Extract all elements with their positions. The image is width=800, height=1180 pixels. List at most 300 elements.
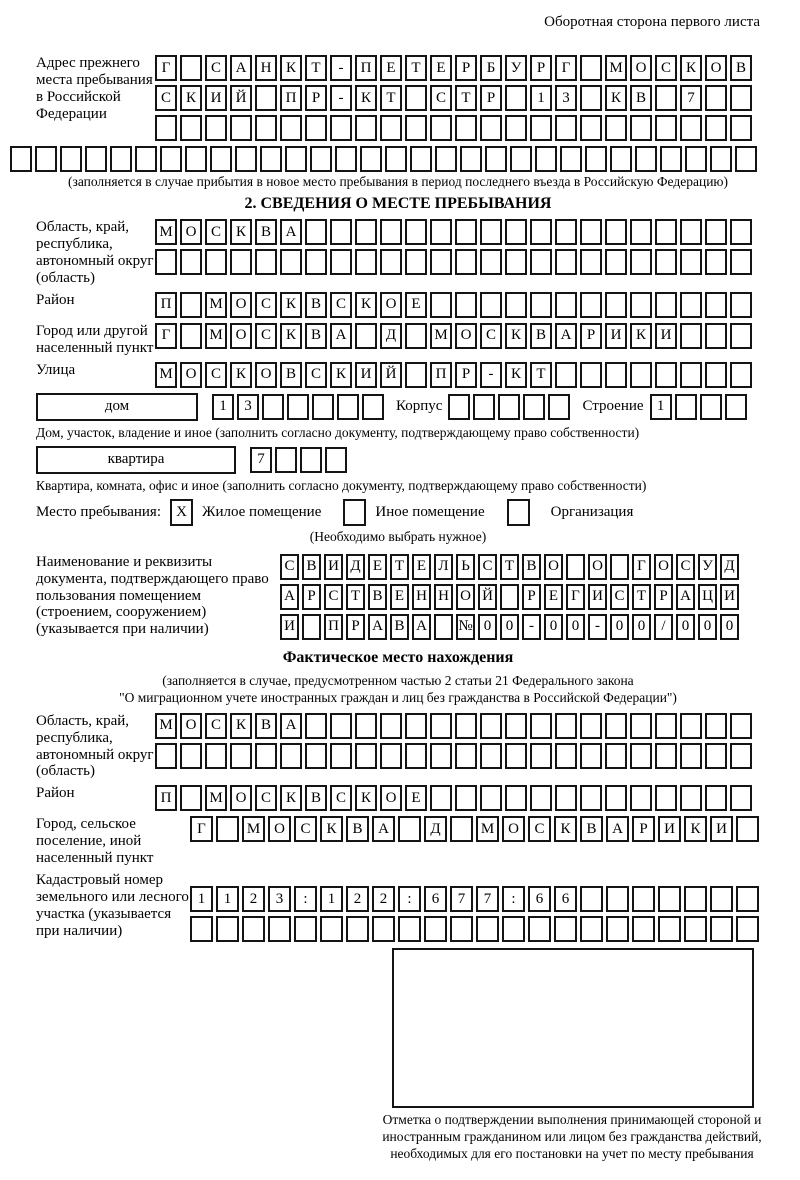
- char-cell: К: [505, 323, 527, 349]
- stay-option-organization-label: Организация: [550, 503, 634, 520]
- stay-type-caption: (Необходимо выбрать нужное): [309, 528, 487, 544]
- char-cell: В: [305, 292, 327, 318]
- char-cell: [606, 916, 629, 942]
- field-district: [36, 292, 760, 318]
- char-cell: [210, 146, 232, 172]
- char-cell: [450, 916, 473, 942]
- char-cell: [710, 146, 732, 172]
- char-cell: [235, 146, 257, 172]
- char-cell: [736, 916, 759, 942]
- apartment-caption: Квартира, комната, офис и иное (заполнить согласно документу, подтверждающему право собственности): [36, 477, 647, 493]
- char-cell: [355, 713, 377, 739]
- char-cell: С: [255, 785, 277, 811]
- char-cell: Р: [480, 85, 502, 111]
- char-cell: [680, 249, 702, 275]
- stroenie-cells: [650, 394, 747, 420]
- char-cell: [605, 115, 627, 141]
- char-cell: П: [280, 85, 302, 111]
- char-cell: Е: [390, 584, 409, 610]
- char-cell: [730, 713, 752, 739]
- char-cell: [455, 219, 477, 245]
- actual-location-caption-1: (заполняется в случае, предусмотренном частью 2 статьи 21 Федерального закона: [162, 672, 634, 688]
- char-cell: П: [355, 55, 377, 81]
- char-cell: [455, 713, 477, 739]
- char-cell: О: [230, 323, 252, 349]
- page-side-note: Оборотная сторона первого листа: [544, 14, 760, 30]
- char-cell: [180, 249, 202, 275]
- char-cell: [430, 292, 452, 318]
- char-cell: [505, 785, 527, 811]
- char-cell: [280, 743, 302, 769]
- char-cell: [530, 292, 552, 318]
- region-row-1: [155, 219, 752, 245]
- char-cell: У: [505, 55, 527, 81]
- char-cell: Е: [380, 55, 402, 81]
- char-cell: Т: [346, 584, 365, 610]
- char-cell: [530, 249, 552, 275]
- char-cell: [736, 816, 759, 842]
- char-cell: Г: [566, 584, 585, 610]
- char-cell: [230, 743, 252, 769]
- char-cell: [730, 323, 752, 349]
- char-cell: К: [230, 362, 252, 388]
- char-cell: Р: [346, 614, 365, 640]
- char-cell: [705, 323, 727, 349]
- char-cell: [330, 743, 352, 769]
- char-cell: 7: [250, 447, 272, 473]
- char-cell: [630, 249, 652, 275]
- char-cell: [262, 394, 284, 420]
- char-cell: А: [330, 323, 352, 349]
- char-cell: К: [180, 85, 202, 111]
- document-row-2: [280, 584, 739, 610]
- char-cell: [555, 219, 577, 245]
- char-cell: О: [544, 554, 563, 580]
- char-cell: :: [398, 886, 421, 912]
- char-cell: [505, 713, 527, 739]
- char-cell: [405, 249, 427, 275]
- char-cell: С: [330, 785, 352, 811]
- char-cell: 1: [650, 394, 672, 420]
- char-cell: [110, 146, 132, 172]
- char-cell: [305, 115, 327, 141]
- char-cell: Р: [455, 55, 477, 81]
- char-cell: 0: [544, 614, 563, 640]
- char-cell: В: [255, 713, 277, 739]
- char-cell: И: [280, 614, 299, 640]
- char-cell: [310, 146, 332, 172]
- apartment-row: [36, 446, 760, 474]
- char-cell: Р: [455, 362, 477, 388]
- char-cell: [430, 713, 452, 739]
- char-cell: [555, 115, 577, 141]
- char-cell: [430, 115, 452, 141]
- char-cell: [455, 292, 477, 318]
- prev-address-caption: (заполняется в случае прибытия в новое место пребывания в период последнего въезда в Российскую Федерацию): [67, 174, 729, 189]
- char-cell: [346, 916, 369, 942]
- char-cell: О: [230, 292, 252, 318]
- char-cell: [405, 743, 427, 769]
- char-cell: [355, 323, 377, 349]
- cadastral-row-1: [190, 886, 759, 912]
- char-cell: В: [630, 85, 652, 111]
- char-cell: [606, 886, 629, 912]
- char-cell: [380, 743, 402, 769]
- char-cell: О: [180, 713, 202, 739]
- cadastral-row-2: [190, 916, 759, 942]
- char-cell: [455, 115, 477, 141]
- char-cell: С: [155, 85, 177, 111]
- apartment-cells: [250, 447, 347, 473]
- city-row: [155, 323, 752, 349]
- char-cell: [330, 713, 352, 739]
- char-cell: 1: [320, 886, 343, 912]
- char-cell: 0: [698, 614, 717, 640]
- char-cell: 0: [632, 614, 651, 640]
- char-cell: [294, 916, 317, 942]
- char-cell: [730, 85, 752, 111]
- region-row-2: [155, 249, 752, 275]
- char-cell: 6: [424, 886, 447, 912]
- prev-address-row-4: [10, 146, 760, 172]
- char-cell: [180, 743, 202, 769]
- char-cell: [655, 292, 677, 318]
- char-cell: [448, 394, 470, 420]
- actual-location-caption-2: "О миграционном учете иностранных граждан и лиц без гражданства в Российской Федерации"): [119, 689, 677, 705]
- char-cell: Ь: [456, 554, 475, 580]
- char-cell: 0: [610, 614, 629, 640]
- char-cell: [505, 219, 527, 245]
- char-cell: [180, 323, 202, 349]
- char-cell: С: [480, 323, 502, 349]
- confirmation-caption: Отметка о подтверждении выполнения принимающей стороной и иностранным гражданином или лицом без гражданства действий, необходимых для его постановки на учет по месту пребывания: [382, 1112, 762, 1161]
- char-cell: [405, 362, 427, 388]
- char-cell: С: [205, 713, 227, 739]
- char-cell: -: [588, 614, 607, 640]
- char-cell: [410, 146, 432, 172]
- char-cell: [655, 362, 677, 388]
- char-cell: [632, 886, 655, 912]
- char-cell: М: [155, 219, 177, 245]
- char-cell: О: [180, 219, 202, 245]
- char-cell: К: [684, 816, 707, 842]
- field-cadastral: [36, 872, 760, 942]
- char-cell: [480, 292, 502, 318]
- char-cell: [280, 249, 302, 275]
- char-cell: [190, 916, 213, 942]
- char-cell: [337, 394, 359, 420]
- char-cell: С: [280, 554, 299, 580]
- char-cell: В: [368, 584, 387, 610]
- char-cell: [372, 916, 395, 942]
- char-cell: П: [155, 292, 177, 318]
- char-cell: [230, 115, 252, 141]
- char-cell: Р: [302, 584, 321, 610]
- char-cell: :: [502, 886, 525, 912]
- char-cell: Р: [530, 55, 552, 81]
- char-cell: Т: [455, 85, 477, 111]
- char-cell: [180, 292, 202, 318]
- char-cell: [605, 785, 627, 811]
- char-cell: 6: [528, 886, 551, 912]
- char-cell: №: [456, 614, 475, 640]
- char-cell: 0: [478, 614, 497, 640]
- district-actual-label: Район: [36, 785, 75, 802]
- char-cell: В: [730, 55, 752, 81]
- char-cell: К: [280, 292, 302, 318]
- char-cell: С: [255, 323, 277, 349]
- char-cell: [705, 219, 727, 245]
- char-cell: -: [330, 85, 352, 111]
- char-cell: [530, 743, 552, 769]
- char-cell: [330, 219, 352, 245]
- char-cell: [405, 713, 427, 739]
- char-cell: В: [305, 785, 327, 811]
- char-cell: [735, 146, 757, 172]
- char-cell: [580, 115, 602, 141]
- char-cell: [455, 743, 477, 769]
- char-cell: [473, 394, 495, 420]
- char-cell: [730, 743, 752, 769]
- char-cell: В: [522, 554, 541, 580]
- char-cell: [302, 614, 321, 640]
- char-cell: [380, 219, 402, 245]
- char-cell: [566, 554, 585, 580]
- char-cell: [430, 249, 452, 275]
- char-cell: О: [654, 554, 673, 580]
- char-cell: [705, 362, 727, 388]
- char-cell: 0: [500, 614, 519, 640]
- char-cell: И: [658, 816, 681, 842]
- char-cell: [580, 713, 602, 739]
- char-cell: К: [320, 816, 343, 842]
- char-cell: [480, 785, 502, 811]
- char-cell: М: [242, 816, 265, 842]
- char-cell: О: [455, 323, 477, 349]
- char-cell: [705, 115, 727, 141]
- char-cell: [10, 146, 32, 172]
- char-cell: 3: [555, 85, 577, 111]
- char-cell: [655, 249, 677, 275]
- char-cell: [280, 115, 302, 141]
- char-cell: Р: [580, 323, 602, 349]
- char-cell: К: [280, 323, 302, 349]
- char-cell: [435, 146, 457, 172]
- char-cell: [680, 292, 702, 318]
- char-cell: [580, 785, 602, 811]
- char-cell: [610, 554, 629, 580]
- char-cell: 1: [216, 886, 239, 912]
- char-cell: [730, 249, 752, 275]
- char-cell: [260, 146, 282, 172]
- char-cell: [355, 219, 377, 245]
- char-cell: Е: [412, 554, 431, 580]
- char-cell: К: [330, 362, 352, 388]
- char-cell: [405, 115, 427, 141]
- char-cell: [630, 219, 652, 245]
- char-cell: С: [324, 584, 343, 610]
- char-cell: К: [554, 816, 577, 842]
- char-cell: [505, 292, 527, 318]
- char-cell: [268, 916, 291, 942]
- char-cell: И: [710, 816, 733, 842]
- char-cell: 1: [190, 886, 213, 912]
- house-number-cells: [212, 394, 384, 420]
- char-cell: С: [528, 816, 551, 842]
- char-cell: Т: [500, 554, 519, 580]
- region-rows: [155, 219, 752, 275]
- char-cell: В: [346, 816, 369, 842]
- char-cell: Р: [522, 584, 541, 610]
- char-cell: [380, 249, 402, 275]
- char-cell: [216, 916, 239, 942]
- char-cell: [655, 85, 677, 111]
- char-cell: [85, 146, 107, 172]
- char-cell: В: [255, 219, 277, 245]
- char-cell: [476, 916, 499, 942]
- char-cell: Г: [632, 554, 651, 580]
- char-cell: [305, 743, 327, 769]
- prev-address-rows: [155, 55, 752, 141]
- char-cell: 6: [554, 886, 577, 912]
- char-cell: [730, 362, 752, 388]
- checkbox-residential: X: [170, 499, 193, 526]
- char-cell: Й: [230, 85, 252, 111]
- char-cell: [255, 85, 277, 111]
- char-cell: [555, 292, 577, 318]
- char-cell: С: [205, 219, 227, 245]
- char-cell: О: [380, 785, 402, 811]
- char-cell: [480, 219, 502, 245]
- char-cell: [710, 916, 733, 942]
- char-cell: А: [230, 55, 252, 81]
- char-cell: 1: [212, 394, 234, 420]
- char-cell: [360, 146, 382, 172]
- char-cell: [705, 249, 727, 275]
- char-cell: [630, 785, 652, 811]
- char-cell: [405, 323, 427, 349]
- char-cell: [180, 785, 202, 811]
- stay-type-label: Место пребывания:: [36, 503, 161, 520]
- char-cell: [275, 447, 297, 473]
- char-cell: [505, 249, 527, 275]
- char-cell: К: [355, 785, 377, 811]
- char-cell: М: [205, 323, 227, 349]
- char-cell: [580, 292, 602, 318]
- char-cell: [555, 362, 577, 388]
- char-cell: [725, 394, 747, 420]
- char-cell: В: [390, 614, 409, 640]
- char-cell: [155, 115, 177, 141]
- char-cell: [675, 394, 697, 420]
- char-cell: [242, 916, 265, 942]
- char-cell: [205, 743, 227, 769]
- char-cell: [630, 362, 652, 388]
- region-actual-label: Область, край, республика, автономный округ (область): [36, 712, 154, 780]
- char-cell: [505, 85, 527, 111]
- char-cell: И: [355, 362, 377, 388]
- char-cell: [325, 447, 347, 473]
- checkbox-organization: [507, 499, 530, 526]
- char-cell: [460, 146, 482, 172]
- char-cell: К: [355, 292, 377, 318]
- field-street: [36, 362, 760, 388]
- char-cell: М: [155, 713, 177, 739]
- char-cell: [135, 146, 157, 172]
- char-cell: С: [305, 362, 327, 388]
- char-cell: [580, 249, 602, 275]
- prev-address-label: Адрес прежнего места пребывания в Российской Федерации: [36, 55, 153, 122]
- char-cell: П: [155, 785, 177, 811]
- char-cell: [205, 115, 227, 141]
- stay-option-residential-label: Жилое помещение: [202, 503, 322, 520]
- char-cell: С: [655, 55, 677, 81]
- char-cell: П: [430, 362, 452, 388]
- region-label: Область, край, республика, автономный округ (область): [36, 219, 154, 286]
- char-cell: А: [280, 584, 299, 610]
- char-cell: К: [280, 55, 302, 81]
- char-cell: [480, 249, 502, 275]
- checkbox-other-premises: [343, 499, 366, 526]
- char-cell: [155, 743, 177, 769]
- char-cell: [355, 249, 377, 275]
- char-cell: Б: [480, 55, 502, 81]
- char-cell: Т: [380, 85, 402, 111]
- char-cell: 7: [476, 886, 499, 912]
- char-cell: О: [502, 816, 525, 842]
- stay-option-other-premises-label: Иное помещение: [375, 503, 485, 520]
- street-row: [155, 362, 752, 388]
- char-cell: Д: [424, 816, 447, 842]
- char-cell: [455, 785, 477, 811]
- char-cell: Г: [555, 55, 577, 81]
- char-cell: А: [368, 614, 387, 640]
- char-cell: 2: [242, 886, 265, 912]
- field-district-actual: [36, 785, 760, 811]
- actual-location-title: Фактическое место нахождения: [282, 648, 514, 666]
- char-cell: [530, 713, 552, 739]
- char-cell: И: [205, 85, 227, 111]
- char-cell: С: [205, 362, 227, 388]
- char-cell: М: [205, 292, 227, 318]
- char-cell: [312, 394, 334, 420]
- char-cell: М: [605, 55, 627, 81]
- char-cell: В: [530, 323, 552, 349]
- apartment-box-label: квартира: [36, 446, 236, 474]
- char-cell: [320, 916, 343, 942]
- char-cell: [480, 713, 502, 739]
- char-cell: 0: [676, 614, 695, 640]
- char-cell: [730, 292, 752, 318]
- char-cell: [160, 146, 182, 172]
- char-cell: О: [268, 816, 291, 842]
- char-cell: [255, 249, 277, 275]
- char-cell: Е: [544, 584, 563, 610]
- char-cell: Е: [430, 55, 452, 81]
- house-caption: Дом, участок, владение и иное (заполнить согласно документу, подтверждающему право собственности): [36, 424, 640, 440]
- char-cell: -: [522, 614, 541, 640]
- char-cell: [485, 146, 507, 172]
- char-cell: [605, 713, 627, 739]
- char-cell: М: [430, 323, 452, 349]
- char-cell: [430, 743, 452, 769]
- char-cell: Т: [305, 55, 327, 81]
- char-cell: [580, 916, 603, 942]
- char-cell: М: [476, 816, 499, 842]
- char-cell: О: [180, 362, 202, 388]
- char-cell: А: [372, 816, 395, 842]
- char-cell: [705, 292, 727, 318]
